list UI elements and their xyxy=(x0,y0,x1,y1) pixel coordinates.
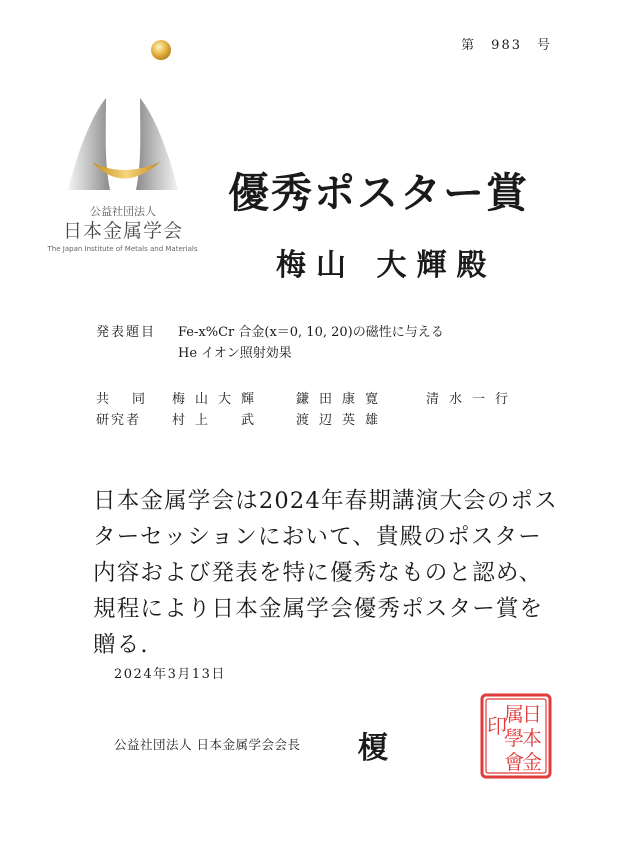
coauthors-label-line1: 共同 xyxy=(96,392,169,407)
recipient-name: 梅山 大輝殿 xyxy=(276,248,497,283)
organization-type: 公益社団法人 xyxy=(90,205,156,218)
coauthor-name: 清水一行 xyxy=(426,392,519,407)
organization-name: 日本金属学会 xyxy=(62,220,183,242)
award-title: 優秀ポスター賞 xyxy=(228,169,529,217)
coauthors-label-line2: 研究者 xyxy=(96,413,142,428)
presentation-title-label: 発表題目 xyxy=(96,325,157,340)
award-statement: 日本金属学会は2024年春期講演大会のポスターセッションにおいて、貴殿のポスター内容および発表を特に優秀なものと認め、規程により日本金属学会優秀ポスター賞を贈る. xyxy=(93,488,558,658)
official-seal xyxy=(480,693,552,779)
president-signature: 榎 xyxy=(358,731,388,766)
svg-text:印: 印 xyxy=(487,714,507,738)
certificate-number: 第 983 号 xyxy=(461,38,552,53)
presentation-title-line1: Fe-x%Cr 合金(x＝0, 10, 20)の磁性に与える xyxy=(178,325,444,340)
svg-text:日: 日 xyxy=(522,702,542,726)
svg-text:學: 學 xyxy=(504,726,524,750)
svg-text:本: 本 xyxy=(522,726,542,750)
coauthor-name: 鎌田康寛 xyxy=(296,392,389,407)
award-date: 2024年3月13日 xyxy=(114,667,226,682)
svg-text:金: 金 xyxy=(522,750,542,774)
organization-name-en: The Japan Institute of Metals and Materials xyxy=(47,245,198,253)
coauthor-name: 渡辺英雄 xyxy=(296,413,389,428)
president-title: 公益社団法人 日本金属学会会長 xyxy=(114,737,301,752)
svg-text:會: 會 xyxy=(504,750,524,774)
coauthor-name: 梅山大輝 xyxy=(172,392,265,407)
svg-text:属: 属 xyxy=(504,702,524,726)
coauthor-name: 村上 武 xyxy=(172,413,265,428)
presentation-title-line2: He イオン照射効果 xyxy=(178,346,292,361)
